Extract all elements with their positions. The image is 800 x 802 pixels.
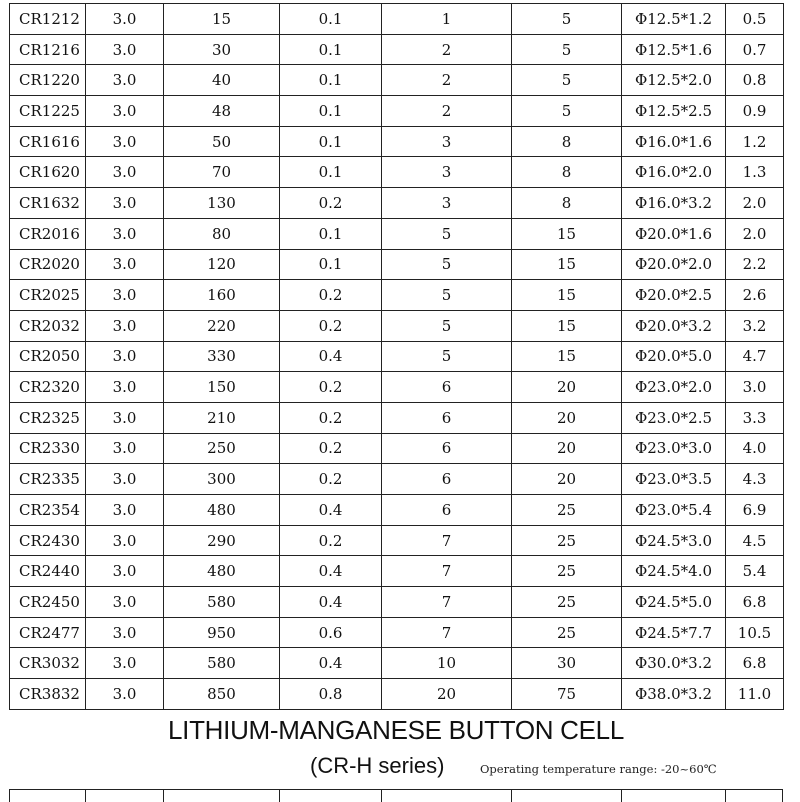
table-cell: 1.3: [726, 157, 784, 188]
operating-temperature-note: Operating temperature range: -20~60℃: [480, 762, 717, 776]
table-cell: 30: [512, 648, 622, 679]
table-cell: 5: [382, 218, 512, 249]
table-cell: 25: [512, 587, 622, 618]
table-row: [10, 310, 784, 341]
table-cell: 7: [382, 556, 512, 587]
table-cell: 2.0: [726, 218, 784, 249]
table-row: [10, 4, 784, 35]
table-cell: 5: [382, 249, 512, 280]
table-cell: 3.0: [86, 280, 164, 311]
model-cell: CR2032: [10, 310, 86, 341]
table-cell: 15: [512, 218, 622, 249]
battery-spec-table: [9, 3, 784, 710]
table-cell: 1: [382, 4, 512, 35]
spec-table-body: [10, 4, 784, 710]
table-cell: 850: [164, 679, 280, 710]
table-cell: 3.0: [86, 65, 164, 96]
table-cell: 4.5: [726, 525, 784, 556]
table-row: [10, 433, 784, 464]
table-row: [10, 495, 784, 526]
table-cell: 3.0: [86, 34, 164, 65]
table-cell: 0.8: [726, 65, 784, 96]
table-divider: [9, 790, 10, 802]
table-cell: 3.0: [86, 157, 164, 188]
model-cell: CR2430: [10, 525, 86, 556]
table-cell: 0.2: [280, 310, 382, 341]
model-cell: CR2477: [10, 617, 86, 648]
table-row: [10, 249, 784, 280]
table-cell: 3.0: [86, 556, 164, 587]
table-cell: 0.1: [280, 218, 382, 249]
table-cell: 15: [512, 341, 622, 372]
table-cell: 3: [382, 157, 512, 188]
table-cell: 15: [512, 310, 622, 341]
table-cell: 0.4: [280, 556, 382, 587]
table-cell: 0.2: [280, 402, 382, 433]
table-row: [10, 34, 784, 65]
table-cell: Φ12.5*2.0: [622, 65, 726, 96]
table-cell: 0.7: [726, 34, 784, 65]
table-cell: 2: [382, 65, 512, 96]
table-cell: Φ12.5*1.6: [622, 34, 726, 65]
table-cell: 3.2: [726, 310, 784, 341]
table-cell: 3.0: [86, 495, 164, 526]
table-row: [10, 587, 784, 618]
table-cell: 0.1: [280, 34, 382, 65]
table-cell: 25: [512, 495, 622, 526]
table-row: [10, 617, 784, 648]
table-cell: 3.0: [86, 249, 164, 280]
table-cell: 20: [512, 464, 622, 495]
model-cell: CR2440: [10, 556, 86, 587]
table-cell: 6.8: [726, 648, 784, 679]
table-row: [10, 188, 784, 219]
table-cell: 75: [512, 679, 622, 710]
table-cell: 580: [164, 648, 280, 679]
model-cell: CR2325: [10, 402, 86, 433]
model-cell: CR2450: [10, 587, 86, 618]
table-cell: 10.5: [726, 617, 784, 648]
table-cell: 3.0: [86, 464, 164, 495]
table-cell: 5: [512, 4, 622, 35]
table-cell: 0.1: [280, 126, 382, 157]
table-cell: 0.9: [726, 96, 784, 127]
table-cell: 0.1: [280, 249, 382, 280]
table-row: [10, 157, 784, 188]
table-cell: Φ23.0*3.5: [622, 464, 726, 495]
table-cell: 3.0: [86, 587, 164, 618]
table-cell: 3.0: [86, 4, 164, 35]
table-cell: 5: [512, 96, 622, 127]
table-cell: Φ20.0*2.0: [622, 249, 726, 280]
table-cell: 220: [164, 310, 280, 341]
table-cell: Φ38.0*3.2: [622, 679, 726, 710]
table-divider: [782, 790, 783, 802]
table-cell: 48: [164, 96, 280, 127]
model-cell: CR1620: [10, 157, 86, 188]
table-cell: 2: [382, 96, 512, 127]
next-table-top-edge: [9, 789, 783, 802]
table-cell: 5: [512, 34, 622, 65]
table-cell: 0.2: [280, 280, 382, 311]
table-cell: 5: [382, 310, 512, 341]
table-cell: 0.1: [280, 65, 382, 96]
table-divider: [381, 790, 382, 802]
table-row: [10, 525, 784, 556]
table-row: [10, 126, 784, 157]
table-row: [10, 402, 784, 433]
table-cell: 3.0: [86, 525, 164, 556]
table-row: [10, 648, 784, 679]
table-cell: 5: [512, 65, 622, 96]
table-cell: 8: [512, 126, 622, 157]
table-divider: [511, 790, 512, 802]
table-cell: 0.8: [280, 679, 382, 710]
table-cell: Φ20.0*2.5: [622, 280, 726, 311]
table-row: [10, 65, 784, 96]
table-cell: 4.3: [726, 464, 784, 495]
table-cell: 300: [164, 464, 280, 495]
model-cell: CR2330: [10, 433, 86, 464]
table-cell: 3: [382, 188, 512, 219]
table-cell: Φ24.5*5.0: [622, 587, 726, 618]
table-cell: 7: [382, 525, 512, 556]
table-cell: 20: [512, 402, 622, 433]
table-cell: 3.0: [86, 648, 164, 679]
table-cell: 0.6: [280, 617, 382, 648]
table-cell: 3.0: [86, 402, 164, 433]
section-title: LITHIUM-MANGANESE BUTTON CELL: [168, 715, 624, 745]
table-cell: 3.3: [726, 402, 784, 433]
table-cell: 10: [382, 648, 512, 679]
table-cell: 70: [164, 157, 280, 188]
table-cell: 2.0: [726, 188, 784, 219]
table-cell: 30: [164, 34, 280, 65]
table-cell: Φ20.0*1.6: [622, 218, 726, 249]
table-cell: 6: [382, 372, 512, 403]
table-cell: Φ23.0*2.5: [622, 402, 726, 433]
table-divider: [725, 790, 726, 802]
model-cell: CR3832: [10, 679, 86, 710]
table-cell: 4.7: [726, 341, 784, 372]
model-cell: CR2025: [10, 280, 86, 311]
table-cell: 150: [164, 372, 280, 403]
table-cell: 3.0: [86, 372, 164, 403]
table-cell: 0.2: [280, 464, 382, 495]
table-divider: [621, 790, 622, 802]
table-row: [10, 556, 784, 587]
table-cell: 5: [382, 280, 512, 311]
table-cell: Φ16.0*2.0: [622, 157, 726, 188]
table-cell: 3.0: [86, 188, 164, 219]
table-cell: 80: [164, 218, 280, 249]
table-cell: 480: [164, 495, 280, 526]
table-cell: 3.0: [726, 372, 784, 403]
table-cell: 15: [512, 249, 622, 280]
table-cell: 2.2: [726, 249, 784, 280]
table-cell: 2.6: [726, 280, 784, 311]
model-cell: CR1220: [10, 65, 86, 96]
table-cell: 0.1: [280, 4, 382, 35]
table-cell: 20: [512, 372, 622, 403]
table-row: [10, 464, 784, 495]
table-cell: 3.0: [86, 679, 164, 710]
table-divider: [163, 790, 164, 802]
table-cell: 25: [512, 525, 622, 556]
table-cell: Φ23.0*3.0: [622, 433, 726, 464]
model-cell: CR2354: [10, 495, 86, 526]
table-cell: 120: [164, 249, 280, 280]
table-cell: 15: [512, 280, 622, 311]
model-cell: CR2050: [10, 341, 86, 372]
table-cell: 0.2: [280, 525, 382, 556]
table-cell: Φ24.5*4.0: [622, 556, 726, 587]
table-cell: Φ30.0*3.2: [622, 648, 726, 679]
table-cell: 1.2: [726, 126, 784, 157]
table-cell: 0.2: [280, 188, 382, 219]
table-cell: Φ16.0*3.2: [622, 188, 726, 219]
table-cell: 3.0: [86, 617, 164, 648]
table-cell: 2: [382, 34, 512, 65]
table-cell: 480: [164, 556, 280, 587]
table-cell: 5.4: [726, 556, 784, 587]
table-cell: 6.9: [726, 495, 784, 526]
table-cell: 3.0: [86, 96, 164, 127]
table-cell: 8: [512, 157, 622, 188]
table-cell: 210: [164, 402, 280, 433]
table-cell: Φ20.0*5.0: [622, 341, 726, 372]
table-cell: 130: [164, 188, 280, 219]
model-cell: CR1212: [10, 4, 86, 35]
table-cell: 5: [382, 341, 512, 372]
table-cell: 20: [382, 679, 512, 710]
table-cell: Φ23.0*2.0: [622, 372, 726, 403]
table-cell: 25: [512, 556, 622, 587]
table-cell: 290: [164, 525, 280, 556]
table-cell: 160: [164, 280, 280, 311]
table-row: [10, 280, 784, 311]
table-cell: Φ16.0*1.6: [622, 126, 726, 157]
model-cell: CR2335: [10, 464, 86, 495]
table-divider: [279, 790, 280, 802]
table-cell: 0.4: [280, 341, 382, 372]
table-cell: 6: [382, 495, 512, 526]
model-cell: CR2016: [10, 218, 86, 249]
table-cell: 330: [164, 341, 280, 372]
section-header: [9, 709, 783, 789]
table-cell: 15: [164, 4, 280, 35]
table-cell: 3: [382, 126, 512, 157]
model-cell: CR2020: [10, 249, 86, 280]
table-cell: 0.1: [280, 96, 382, 127]
model-cell: CR1616: [10, 126, 86, 157]
table-row: [10, 372, 784, 403]
table-cell: 0.1: [280, 157, 382, 188]
table-cell: Φ12.5*2.5: [622, 96, 726, 127]
table-cell: 50: [164, 126, 280, 157]
table-cell: 25: [512, 617, 622, 648]
table-row: [10, 96, 784, 127]
table-row: [10, 341, 784, 372]
table-cell: 6.8: [726, 587, 784, 618]
model-cell: CR1216: [10, 34, 86, 65]
table-cell: 7: [382, 587, 512, 618]
table-cell: 3.0: [86, 218, 164, 249]
table-cell: 7: [382, 617, 512, 648]
model-cell: CR1632: [10, 188, 86, 219]
table-cell: 20: [512, 433, 622, 464]
table-cell: 8: [512, 188, 622, 219]
table-cell: 0.4: [280, 587, 382, 618]
table-cell: Φ20.0*3.2: [622, 310, 726, 341]
model-cell: CR3032: [10, 648, 86, 679]
table-row: [10, 218, 784, 249]
table-cell: 4.0: [726, 433, 784, 464]
table-cell: Φ12.5*1.2: [622, 4, 726, 35]
table-cell: 0.4: [280, 495, 382, 526]
table-cell: Φ24.5*7.7: [622, 617, 726, 648]
table-cell: 6: [382, 402, 512, 433]
model-cell: CR2320: [10, 372, 86, 403]
table-cell: 3.0: [86, 310, 164, 341]
table-cell: 0.2: [280, 433, 382, 464]
table-cell: 3.0: [86, 341, 164, 372]
table-cell: 11.0: [726, 679, 784, 710]
table-row: [10, 679, 784, 710]
table-cell: 6: [382, 433, 512, 464]
table-cell: 950: [164, 617, 280, 648]
series-label: (CR-H series): [310, 753, 445, 778]
table-cell: 3.0: [86, 126, 164, 157]
table-cell: Φ23.0*5.4: [622, 495, 726, 526]
table-cell: 250: [164, 433, 280, 464]
table-cell: 3.0: [86, 433, 164, 464]
table-cell: 0.2: [280, 372, 382, 403]
table-cell: 40: [164, 65, 280, 96]
table-cell: Φ24.5*3.0: [622, 525, 726, 556]
table-cell: 6: [382, 464, 512, 495]
table-cell: 0.4: [280, 648, 382, 679]
table-cell: 0.5: [726, 4, 784, 35]
model-cell: CR1225: [10, 96, 86, 127]
table-divider: [85, 790, 86, 802]
table-cell: 580: [164, 587, 280, 618]
